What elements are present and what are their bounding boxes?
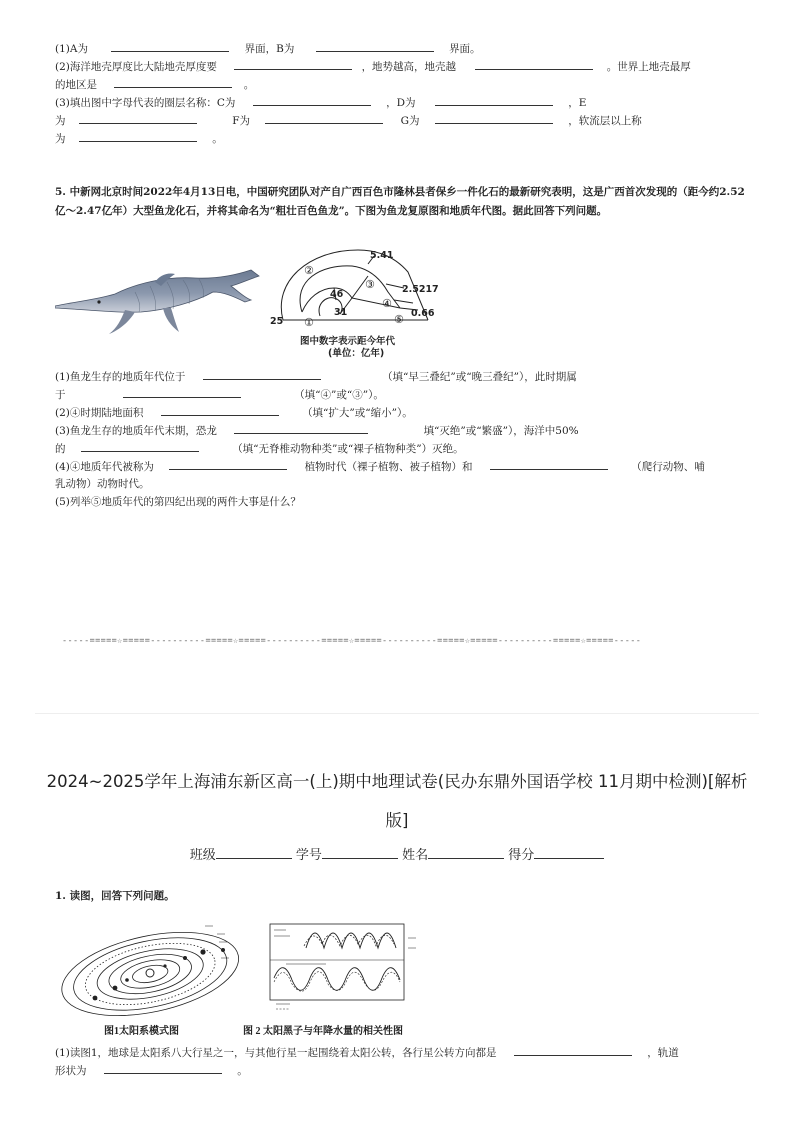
- sunspot-precipitation-chart: [256, 918, 436, 1014]
- ichthyosaur-illustration: [55, 262, 260, 340]
- answer-blank[interactable]: [234, 423, 368, 434]
- prev-line-6: 为 。: [55, 133, 223, 145]
- value-0-66: 0.66: [411, 308, 435, 319]
- prev-line-2: (2)海洋地壳厚度比大陆地壳厚度要 ，地势越高，地壳越 。世界上地壳最厚: [55, 61, 691, 73]
- label-era-4: ④: [382, 297, 392, 310]
- label-era-2: ②: [304, 264, 314, 277]
- q5-sub4: (4)④地质年代被称为 植物时代（裸子植物、被子植物）和 （爬行动物、哺: [55, 461, 705, 473]
- answer-blank[interactable]: [79, 113, 197, 124]
- prev-line-3: 的地区是 。: [55, 79, 255, 91]
- answer-blank[interactable]: [234, 59, 352, 70]
- value-25: 25: [270, 316, 284, 327]
- answer-blank[interactable]: [316, 41, 434, 52]
- exam-title: 2024~2025学年上海浦东新区高一(上)期中地理试卷(民办东鼎外国语学校 11月期中检测)[解析 版]: [46, 772, 748, 830]
- answer-blank[interactable]: [111, 41, 229, 52]
- q1-sub1-cont: 形状为 。: [55, 1065, 248, 1077]
- solar-system-diagram: [55, 918, 245, 1018]
- value-31: 31: [334, 307, 348, 318]
- figure-caption: 图中数字表示距今年代: [300, 336, 396, 347]
- prev-line-5: 为 F为 G为 ，软流层以上称: [55, 115, 642, 127]
- q5-sub5: (5)列举⑤地质年代的第四纪出现的两件大事是什么？: [55, 496, 301, 508]
- value-46: 46: [330, 289, 344, 300]
- answer-blank[interactable]: [490, 459, 608, 470]
- figure-unit: (单位：亿年): [328, 348, 385, 359]
- question-1-stem: 1. 读图，回答下列问题。: [55, 890, 175, 902]
- answer-blank[interactable]: [435, 95, 553, 106]
- student-info-row: 班级 学号 姓名 得分: [0, 844, 794, 863]
- answer-blank[interactable]: [265, 113, 383, 124]
- question-5-stem: 5. 中新网北京时间2022年4月13日电，中国研究团队对产自广西百色市隆林县者保乡一件化石的最新研究表明，这是广西首次发现的（距今约2.52亿～2.47亿年）大型鱼龙化石，并将其命名为“粗壮百色鱼龙”。下图为鱼龙复原图和地质年代图。据此回答下列问题。: [55, 186, 745, 217]
- answer-blank[interactable]: [79, 131, 197, 142]
- score-field[interactable]: [534, 847, 604, 859]
- class-field[interactable]: [216, 847, 292, 859]
- value-2-5217: 2.5217: [402, 284, 439, 295]
- answer-blank[interactable]: [81, 441, 199, 452]
- answer-blank[interactable]: [123, 387, 241, 398]
- answer-blank[interactable]: [114, 77, 232, 88]
- label-era-5: ⑤: [394, 313, 404, 326]
- page-divider: [35, 713, 759, 714]
- answer-blank[interactable]: [161, 405, 279, 416]
- section-separator: -----=====☆=====----------=====☆=====----------=====☆=====----------=====☆=====----------=====☆=====-----: [62, 636, 642, 646]
- answer-blank[interactable]: [203, 369, 321, 380]
- value-5-41: 5.41: [370, 250, 394, 261]
- q5-sub1-cont: 于 （填“④”或“③”）。: [55, 389, 384, 401]
- answer-blank[interactable]: [169, 459, 287, 470]
- prev-line-1: (1)A为 界面，B为 界面。: [55, 43, 481, 55]
- answer-blank[interactable]: [475, 59, 593, 70]
- figure-1-caption: 图1太阳系模式图: [104, 1026, 179, 1037]
- answer-blank[interactable]: [104, 1063, 222, 1074]
- answer-blank[interactable]: [435, 113, 553, 124]
- q5-sub2: (2)④时期陆地面积 （填“扩大”或“缩小”）。: [55, 407, 413, 419]
- geologic-time-spiral-diagram: [268, 246, 448, 362]
- answer-blank[interactable]: [253, 95, 371, 106]
- q5-sub3-cont: 的 （填“无脊椎动物种类”或“裸子植物种类”）灭绝。: [55, 443, 464, 455]
- q5-sub4-cont: 乳动物）动物时代。: [55, 478, 150, 490]
- q5-sub3: (3)鱼龙生存的地质年代末期，恐龙 填“灭绝”或“繁盛”），海洋中50%: [55, 425, 579, 437]
- name-field[interactable]: [428, 847, 504, 859]
- student-id-field[interactable]: [322, 847, 398, 859]
- prev-line-4: (3)填出图中字母代表的圈层名称：C为 ，D为 ，E: [55, 97, 587, 109]
- figure-2-caption: 图 2 太阳黑子与年降水量的相关性图: [243, 1026, 403, 1037]
- label-era-3: ③: [365, 278, 375, 291]
- q5-sub1: (1)鱼龙生存的地质年代位于 （填“早三叠纪”或“晚三叠纪”），此时期属: [55, 371, 577, 383]
- label-era-1: ①: [304, 316, 314, 329]
- q1-sub1: (1)读图1，地球是太阳系八大行星之一，与其他行星一起围绕着太阳公转，各行星公转方向都是 ，轨道: [55, 1047, 679, 1059]
- answer-blank[interactable]: [514, 1045, 632, 1056]
